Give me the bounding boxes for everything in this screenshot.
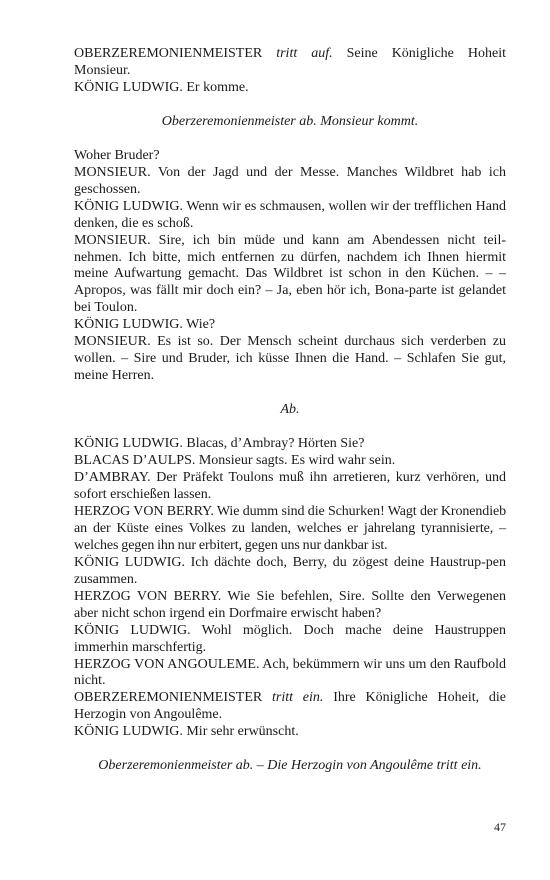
stage-direction: Oberzeremonienmeister ab. – Die Herzogin von Angoulême tritt ein. bbox=[98, 758, 482, 774]
speech-paragraph: MONSIEUR. Sire, ich bin müde und kann am Abendessen nicht teil-nehmen. Ich bitte, mich entfernen zu dürfen, nachdem ich Ihnen hiermit meine Aufwartung gemacht. Das Wildbret ist schon in den Küchen. – – Apropos, was fällt mir doch ein? – Ja, eben hör ich, Bona-parte ist gelandet bei Toulon. bbox=[74, 232, 506, 316]
speech-paragraph: KÖNIG LUDWIG. Blacas, d’Ambray? Hörten Sie? bbox=[74, 436, 365, 452]
speech-paragraph: KÖNIG LUDWIG. Mir sehr erwünscht. bbox=[74, 724, 299, 740]
speaker-line: OBERZEREMONIENMEISTER bbox=[74, 46, 277, 61]
speech-paragraph: KÖNIG LUDWIG. Ich dächte doch, Berry, du zögest deine Haustrup-pen zusammen. bbox=[74, 554, 506, 587]
speech-paragraph: HERZOG VON BERRY. Wie Sie befehlen, Sire. Sollte den Verwegenen aber nicht schon irgend ein Dorfmaire erwischt haben? bbox=[74, 588, 506, 621]
speaker-line: OBERZEREMONIENMEISTER bbox=[74, 690, 272, 706]
text-column bbox=[74, 46, 506, 775]
stage-action: tritt auf. bbox=[276, 46, 333, 61]
speech-paragraph: Woher Bruder? bbox=[74, 147, 160, 163]
speech-paragraph: HERZOG VON BERRY. Wie dumm sind die Schurken! Wagt der Kronendieb an der Küste eines Volkes zu landen, welches er jahrelang tyrannisierte, – welches gegen ihn nur erbitert, gegen uns nur dankbar ist. bbox=[74, 503, 506, 553]
speech-paragraph bbox=[74, 46, 506, 80]
speech-paragraph: MONSIEUR. Es ist so. Der Mensch scheint durchaus sich verderben zu wollen. – Sire und Bruder, ich küsse Ihnen die Hand. – Schlafen Sie gut, meine Herren. bbox=[74, 334, 506, 384]
stage-direction: Ab. bbox=[280, 402, 300, 418]
speech-paragraph: KÖNIG LUDWIG. Wenn wir es schmausen, wollen wir der trefflichen Hand denken, die es schoß. bbox=[74, 198, 506, 231]
stage-direction: Oberzeremonienmeister ab. Monsieur kommt. bbox=[161, 113, 419, 129]
speech-paragraph: MONSIEUR. Von der Jagd und der Messe. Manches Wildbret hab ich geschossen. bbox=[74, 164, 506, 197]
speech-paragraph: KÖNIG LUDWIG. Wohl möglich. Doch mache deine Haustruppen immerhin marschfertig. bbox=[74, 622, 506, 655]
stage-action: tritt ein. bbox=[272, 690, 324, 706]
speech-paragraph bbox=[74, 690, 506, 724]
speech-paragraph: HERZOG VON ANGOULEME. Ach, bekümmern wir uns um den Raufbold nicht. bbox=[74, 656, 506, 689]
speech-text: Ihre Königliche Hoheit, die Herzogin von Angoulême. bbox=[74, 690, 506, 723]
speech-paragraph: BLACAS D’AULPS. Monsieur sagts. Es wird wahr sein. bbox=[74, 453, 396, 469]
speech-text: Seine Königliche Hoheit Monsieur. bbox=[74, 46, 506, 78]
page-number: 47 bbox=[494, 820, 506, 834]
speech-paragraph: KÖNIG LUDWIG. Er komme. bbox=[74, 79, 249, 95]
speech-paragraph: KÖNIG LUDWIG. Wie? bbox=[74, 317, 216, 333]
speech-paragraph: D’AMBRAY. Der Präfekt Toulons muß ihn arretieren, kurz verhören, und sofort erschießen lassen. bbox=[74, 470, 506, 502]
